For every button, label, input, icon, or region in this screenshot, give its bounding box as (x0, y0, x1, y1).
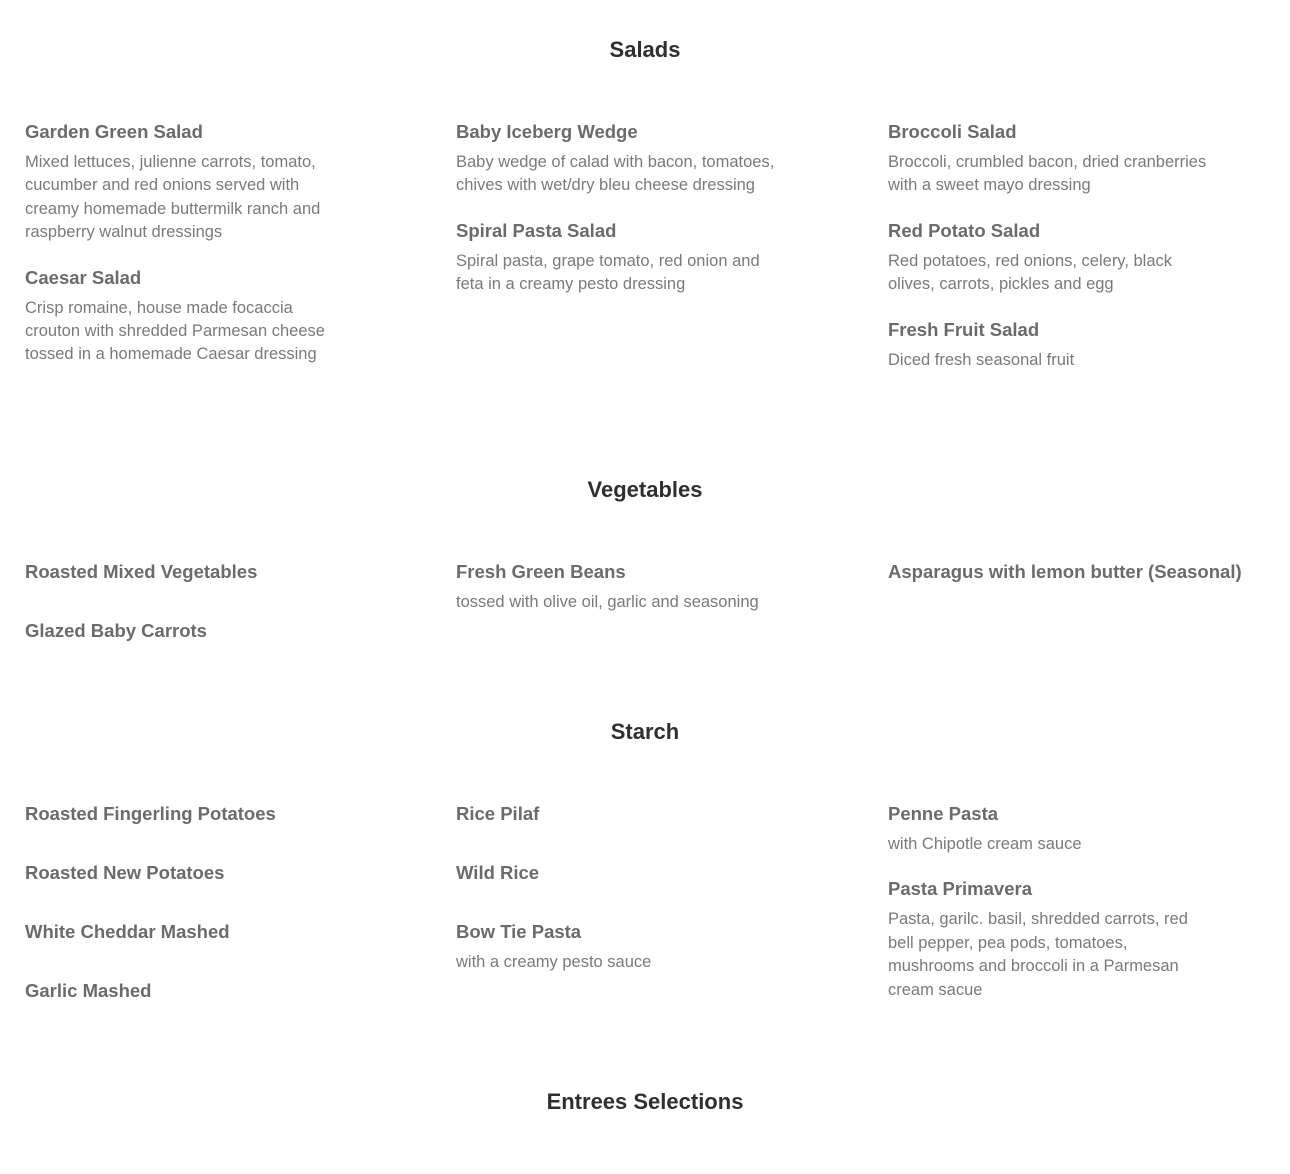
section-title-salads: Salads (609, 37, 681, 62)
salads-column-1 (25, 121, 405, 389)
menu-item (25, 121, 405, 245)
item-name: Wild Rice (456, 862, 540, 883)
menu-item (456, 921, 836, 974)
item-description: Diced fresh seasonal fruit (888, 350, 1075, 369)
item-name: Asparagus with lemon butter (Seasonal) (888, 561, 1242, 582)
vegetables-column-3 (888, 561, 1268, 605)
item-name: Roasted Fingerling Potatoes (25, 803, 276, 824)
item-name: Pasta Primavera (888, 878, 1032, 900)
item-description: with Chipotle cream sauce (888, 835, 1082, 853)
section-title-vegetables: Vegetables (587, 477, 703, 502)
item-name: Penne Pasta (888, 803, 999, 824)
menu-item (888, 319, 1268, 372)
item-description: Spiral pasta, grape tomato, red onion and feta in a creamy pesto dressing (456, 251, 760, 294)
item-name: Garden Green Salad (25, 121, 203, 142)
item-name: Fresh Fruit Salad (888, 318, 1040, 340)
menu-item (456, 220, 836, 297)
item-name: Glazed Baby Carrots (25, 620, 207, 641)
item-name: White Cheddar Mashed (25, 921, 230, 942)
section-title-entrees-selections: Entrees Selections (546, 1089, 744, 1114)
item-name: Spiral Pasta Salad (456, 219, 617, 241)
item-description: Red potatoes, red onions, celery, black olives, carrots, pickles and egg (888, 251, 1173, 294)
vegetables-column-1 (25, 561, 405, 664)
item-description: Broccoli, crumbled bacon, dried cranberries with a sweet mayo dressing (888, 153, 1207, 195)
menu-item (888, 803, 1268, 856)
menu-item (456, 803, 836, 825)
item-description: with a creamy pesto sauce (456, 953, 652, 971)
item-name: Red Potato Salad (888, 219, 1041, 241)
menu-item (25, 980, 405, 1002)
item-name: Caesar Salad (25, 266, 142, 288)
menu-item (25, 803, 405, 825)
item-name: Bow Tie Pasta (456, 921, 582, 942)
menu-item (888, 220, 1268, 297)
menu-item (25, 921, 405, 943)
salads-column-3 (888, 121, 1268, 394)
item-name: Garlic Mashed (25, 980, 152, 1001)
item-description: tossed with olive oil, garlic and seasoning (456, 593, 759, 611)
menu-item (456, 862, 836, 884)
section-title-starch: Starch (610, 719, 680, 744)
item-description: Mixed lettuces, julienne carrots, tomato, cucumber and red onions served with creamy homemade buttermilk ranch and raspberry walnut dressings (25, 153, 321, 242)
item-description: Baby wedge of calad with bacon, tomatoes, chives with wet/dry bleu cheese dressing (456, 153, 775, 195)
menu-item (456, 561, 836, 614)
starch-column-3 (888, 803, 1268, 1024)
item-name: Broccoli Salad (888, 121, 1017, 142)
menu-item (25, 620, 405, 642)
menu-item (25, 862, 405, 884)
menu-item (888, 561, 1268, 583)
menu-item (25, 561, 405, 583)
vegetables-column-2 (456, 561, 836, 636)
menu-item (25, 267, 405, 367)
item-name: Rice Pilaf (456, 803, 540, 824)
item-name: Fresh Green Beans (456, 561, 626, 582)
starch-column-1 (25, 803, 405, 1024)
item-name: Baby Iceberg Wedge (456, 121, 638, 142)
item-description: Pasta, garilc. basil, shredded carrots, red bell pepper, pea pods, tomatoes, mushrooms and broccoli in a Parmesan cream sacue (888, 910, 1188, 999)
item-name: Roasted New Potatoes (25, 862, 225, 883)
salads-column-2 (456, 121, 836, 319)
menu-item (456, 121, 836, 198)
item-description: Crisp romaine, house made focaccia crouton with shredded Parmesan cheese tossed in a homemade Caesar dressing (25, 298, 325, 364)
menu-item (888, 121, 1268, 198)
starch-column-2 (456, 803, 836, 996)
menu-item (888, 878, 1268, 1002)
item-name: Roasted Mixed Vegetables (25, 561, 258, 582)
